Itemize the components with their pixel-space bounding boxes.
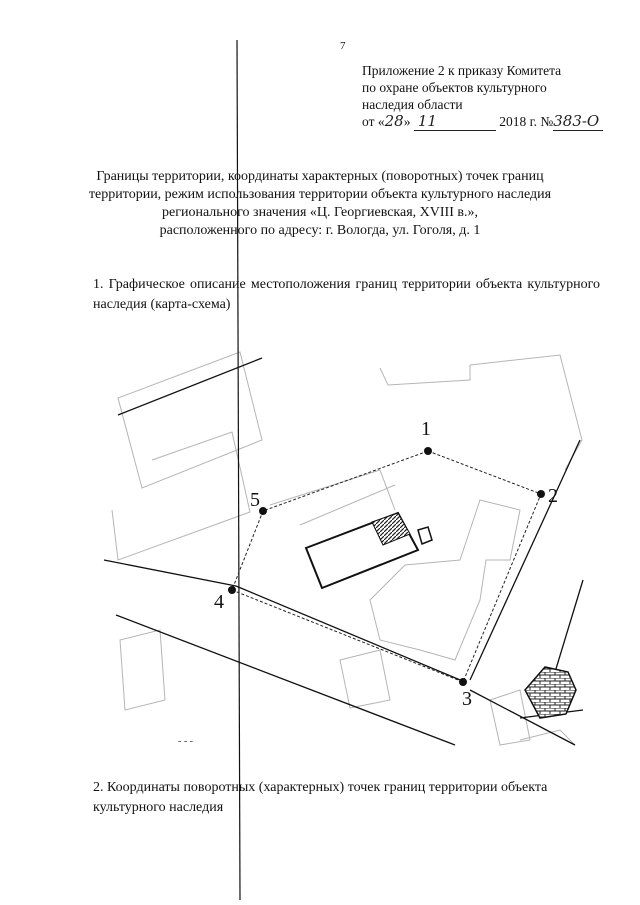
order-number: 383-О <box>553 112 600 130</box>
appendix-header <box>362 62 632 131</box>
title-line-4: расположенного по адресу: г. Вологда, ул. Гоголя, д. 1 <box>159 223 481 238</box>
title-line-2: территории, режим использования территории объекта культурного наследия <box>88 187 552 202</box>
date-prefix: от « <box>362 114 385 129</box>
date-month: 11 <box>417 112 437 130</box>
section-1-heading: 1. Графическое описание местоположения границ территории объекта культурного наследия (карта-схема) <box>93 277 600 312</box>
point-3 <box>459 678 467 686</box>
document-title <box>80 168 560 240</box>
appendix-line-1: Приложение 2 к приказу Комитета <box>362 63 562 78</box>
date-day: 28 <box>384 112 404 130</box>
title-line-3: регионального значения «Ц. Георгиевская, XVIII в.», <box>162 205 478 220</box>
point-4 <box>228 586 236 594</box>
boundary-points <box>228 447 545 686</box>
date-year: 2018 г. № <box>499 114 554 129</box>
brick-building <box>525 667 576 718</box>
point-label-3: 3 <box>462 688 472 710</box>
point-labels <box>214 418 558 710</box>
point-label-1: 1 <box>421 418 431 440</box>
church-footprint <box>306 513 432 588</box>
point-label-4: 4 <box>214 591 224 613</box>
appendix-date-line <box>362 113 632 131</box>
page-number: 7 <box>340 40 346 52</box>
point-1 <box>424 447 432 455</box>
point-label-2: 2 <box>548 485 558 507</box>
point-5 <box>259 507 267 515</box>
point-2 <box>537 490 545 498</box>
date-mid: » <box>403 114 411 129</box>
territory-boundary <box>232 451 541 682</box>
appendix-line-3: наследия области <box>362 97 463 112</box>
point-label-5: 5 <box>250 489 260 511</box>
appendix-line-2: по охране объектов культурного <box>362 80 547 95</box>
title-line-1: Границы территории, координаты характерных (поворотных) точек границ <box>96 169 544 184</box>
section-2-heading: 2. Координаты поворотных (характерных) точек границ территории объекта культурного наследия <box>93 780 548 815</box>
scan-mark: - - - <box>178 736 193 747</box>
